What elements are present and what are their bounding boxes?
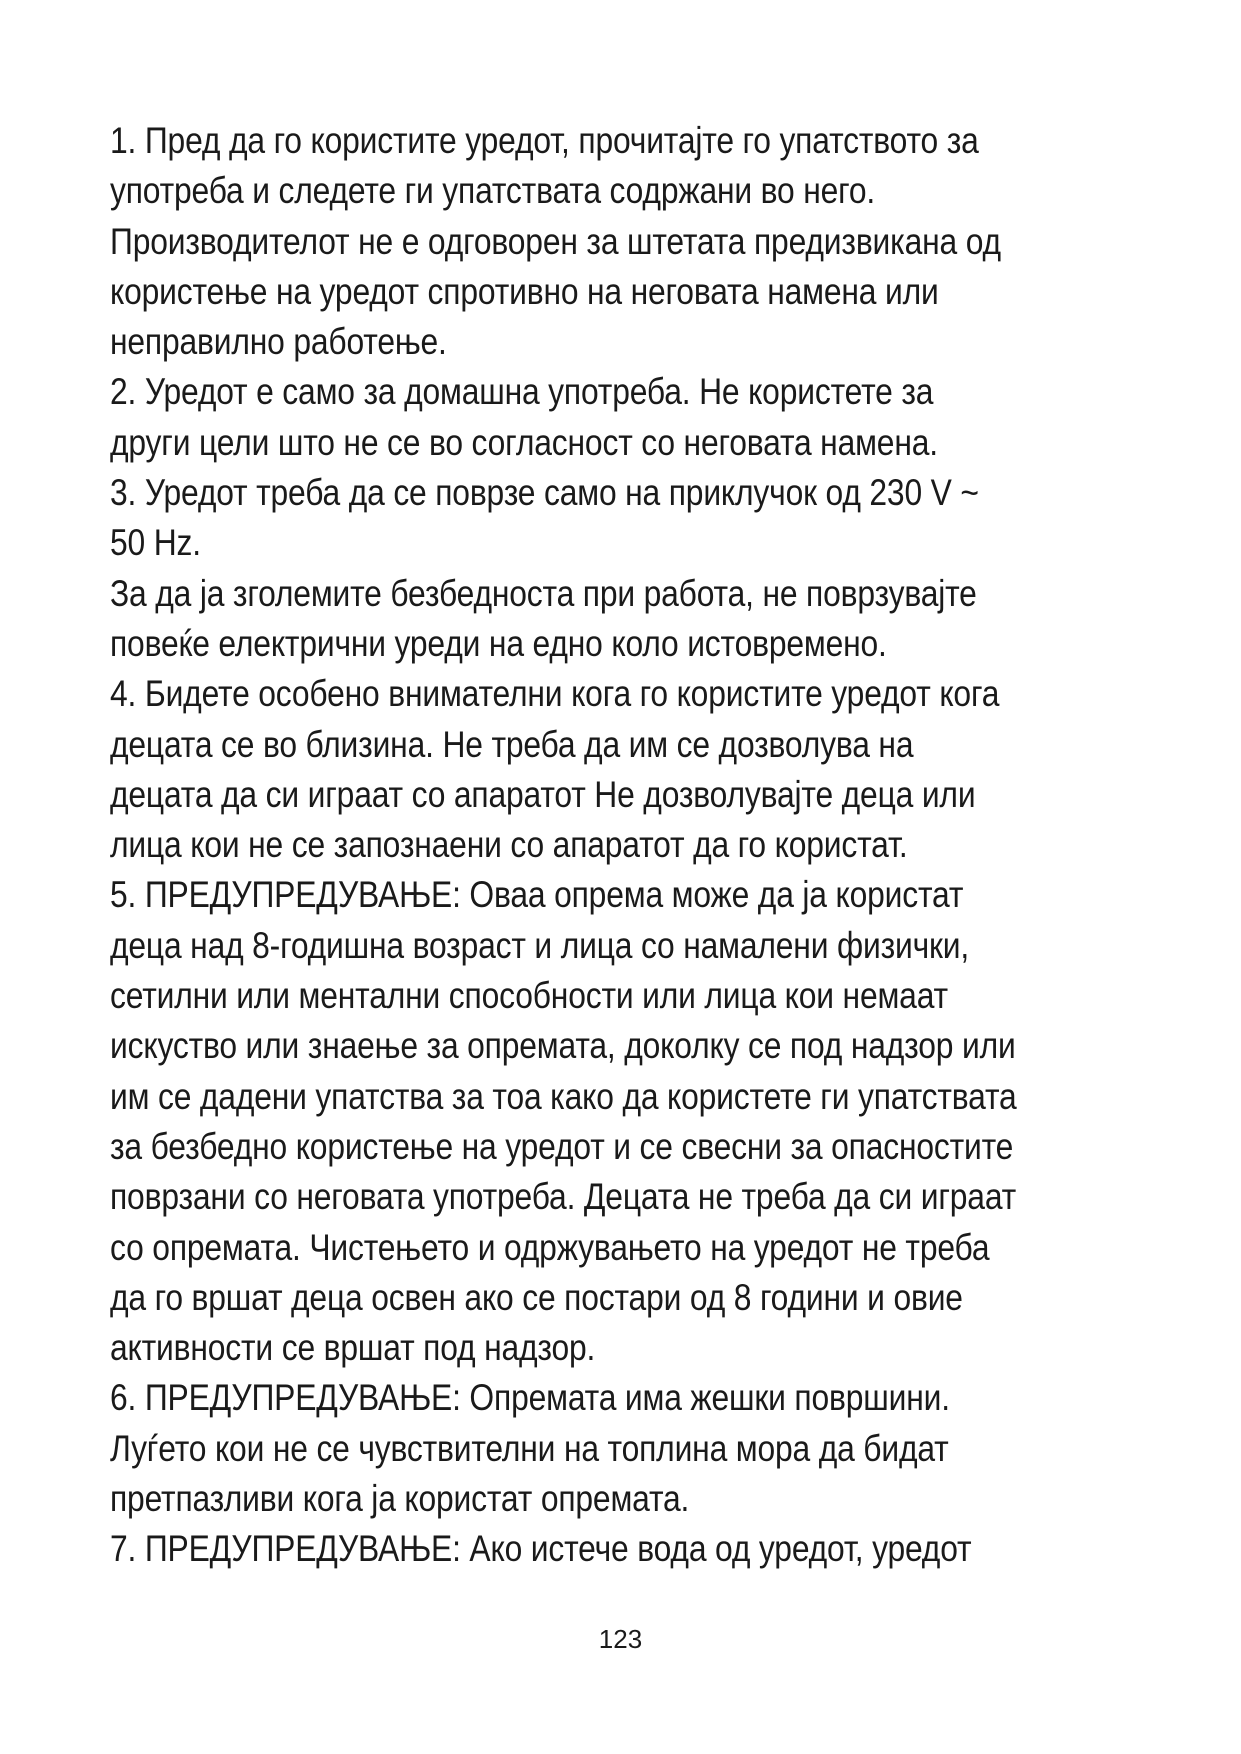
- text-line: За да ја зголемите безбедноста при работа, не поврзувајте: [110, 572, 977, 614]
- text-line: 5. ПРЕДУПРЕДУВАЊЕ: Оваа опрема може да ја користат: [110, 874, 964, 916]
- page-number: 123: [598, 1624, 643, 1654]
- text-line: 4. Бидете особено внимателни кога го користите уредот кога: [110, 673, 1000, 715]
- text-line: 50 Hz.: [110, 522, 201, 564]
- text-line: искуство или знаење за опремата, доколку се под надзор или: [110, 1025, 1016, 1067]
- text-line: употреба и следете ги упатствата содржани во него.: [110, 170, 876, 212]
- text-line: им се дадени упатства за тоа како да користете ги упатствата: [110, 1075, 1017, 1117]
- text-line: Производителот не е одговорен за штетата предизвикана од: [110, 220, 1001, 262]
- text-line: активности се вршат под надзор.: [110, 1327, 596, 1369]
- instructions-text: [110, 116, 1039, 1575]
- text-line: лица кои не се запознаени со апаратот да го користат.: [110, 824, 908, 866]
- text-line: 3. Уредот треба да се поврзе само на приклучок од 230 V ~: [110, 472, 979, 514]
- text-line: 1. Пред да го користите уредот, прочитајте го упатството за: [110, 120, 979, 161]
- text-line: деца над 8-годишна возраст и лица со намалени физички,: [110, 924, 970, 966]
- text-line: со опремата. Чистењето и одржувањето на уредот не треба: [110, 1226, 990, 1268]
- text-line: за безбедно користење на уредот и се свесни за опасностите: [110, 1125, 1014, 1167]
- text-line: Луѓето кои не се чувствителни на топлина мора да бидат: [110, 1427, 949, 1469]
- text-line: сетилни или ментални способности или лица кои немаат: [110, 975, 948, 1017]
- text-line: користење на уредот спротивно на неговата намена или: [110, 270, 939, 312]
- text-line: децата да си играат со апаратот Не дозволувајте деца или: [110, 773, 976, 815]
- text-line: 2. Уредот е само за домашна употреба. Не користете за: [110, 371, 934, 413]
- text-line: повеќе електрични уреди на едно коло истовремено.: [110, 622, 887, 664]
- text-line: претпазливи кога ја користат опремата.: [110, 1478, 690, 1520]
- text-line: децата се во близина. Не треба да им се дозволува на: [110, 723, 914, 765]
- text-line: други цели што не се во согласност со неговата намена.: [110, 421, 938, 463]
- text-line: поврзани со неговата употреба. Децата не треба да си играат: [110, 1176, 1017, 1218]
- text-line: 7. ПРЕДУПРЕДУВАЊЕ: Ако истече вода од уредот, уредот: [110, 1528, 972, 1570]
- text-line: 6. ПРЕДУПРЕДУВАЊЕ: Опремата има жешки површини.: [110, 1377, 950, 1419]
- text-line: да го вршат деца освен ако се постари од 8 години и овие: [110, 1276, 963, 1318]
- text-line: неправилно работење.: [110, 321, 447, 363]
